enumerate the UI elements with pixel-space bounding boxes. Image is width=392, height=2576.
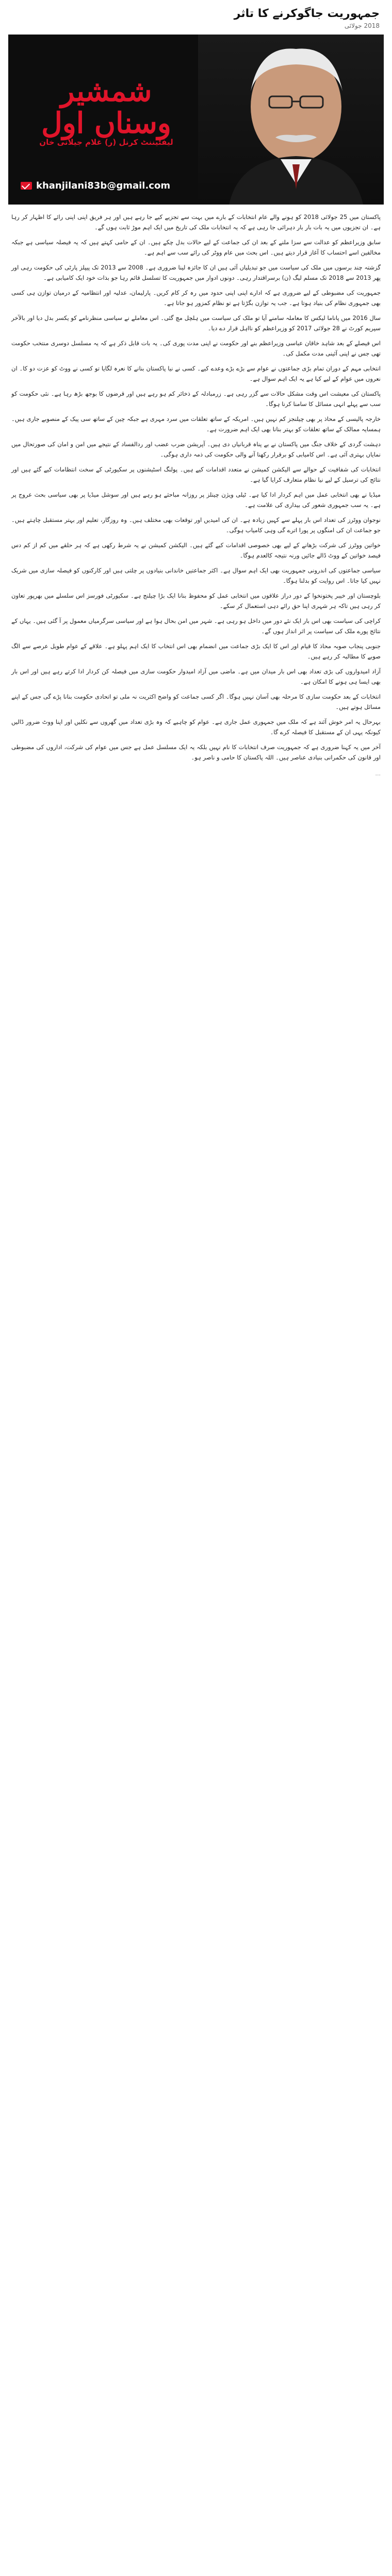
article-paragraph: آخر میں یہ کہنا ضروری ہے کہ جمہوریت صرف انتخابات کا نام نہیں بلکہ یہ ایک مسلسل عمل ہے جس میں عوام کی شرکت، اداروں کی مضبوطی اور قانون کی حکمرانی بنیادی عناصر ہیں۔ اللہ پاکستان کا حامی و ناصر ہو۔ [11, 743, 381, 761]
article-paragraph: انتخابات کے بعد حکومت سازی کا مرحلہ بھی آسان نہیں ہوگا۔ اگر کسی جماعت کو واضح اکثریت نہ ملی تو اتحادی حکومت بنانا پڑے گی جس کے اپنے مسائل ہوتے ہیں۔ [11, 693, 381, 710]
article-paragraph: خواتین ووٹرز کی شرکت بڑھانے کے لیے بھی خصوصی اقدامات کیے گئے ہیں۔ الیکشن کمیشن نے یہ شرط رکھی ہے کہ ہر حلقے میں کم از کم دس فیصد خواتین کے ووٹ ڈالے جائیں ورنہ نتیجہ کالعدم ہوگا۔ [11, 541, 381, 559]
article-paragraph: گزشتہ چند برسوں میں ملک کی سیاست میں جو تبدیلیاں آئی ہیں ان کا جائزہ لینا ضروری ہے۔ 2008 سے 2013 تک پیپلز پارٹی کی حکومت رہی اور پھر 2013 سے 2018 تک مسلم لیگ (ن) برسراقتدار رہی۔ دونوں ادوار میں جمہوریت کا تسلسل قائم رہا جو بذات خود ایک کامیابی ہے۔ [11, 264, 381, 281]
email-icon [21, 182, 32, 190]
author-name: لیفٹیننٹ کرنل (ر) غلام جیلانی خان [39, 138, 173, 147]
column-title: شمشیر وسناں اول [41, 74, 171, 140]
author-email[interactable]: khanjilani83b@gmail.com [36, 180, 171, 191]
article-paragraph: میڈیا نے بھی انتخابی عمل میں اہم کردار ادا کیا ہے۔ ٹیلی ویژن چینلز پر روزانہ مباحثے ہو رہے ہیں اور سوشل میڈیا پر بھی سیاسی بحث عروج پر ہے۔ یہ سب جمہوری شعور کی بیداری کی علامت ہے۔ [11, 491, 381, 509]
article-footer: ... [375, 770, 381, 777]
article-paragraph: دہشت گردی کے خلاف جنگ میں پاکستان نے بے پناہ قربانیاں دی ہیں۔ آپریشن ضرب عضب اور ردالفساد کے نتیجے میں امن و امان کی صورتحال میں نمایاں بہتری آئی ہے۔ اس کامیابی کو برقرار رکھنا آنے والی حکومت کی ذمہ داری ہوگی۔ [11, 440, 381, 458]
article-paragraph: انتخابی مہم کے دوران تمام بڑی جماعتوں نے عوام سے بڑے بڑے وعدے کیے۔ کسی نے نیا پاکستان بنانے کا نعرہ لگایا تو کسی نے ووٹ کو عزت دو کا۔ ان نعروں میں عوام کے لیے کیا ہے یہ ایک اہم سوال ہے۔ [11, 365, 381, 382]
article-paragraph: پاکستان کی معیشت اس وقت مشکل حالات سے گزر رہی ہے۔ زرمبادلہ کے ذخائر کم ہو رہے ہیں اور قرضوں کا بوجھ بڑھ رہا ہے۔ نئی حکومت کو سب سے پہلے انہی مسائل کا سامنا کرنا ہوگا۔ [11, 390, 381, 408]
article-paragraph: سابق وزیراعظم کو عدالت سے سزا ملنے کے بعد ان کی جماعت کے لیے حالات بدل چکے ہیں۔ ان کے حامی کہتے ہیں کہ یہ فیصلہ سیاسی ہے جبکہ مخالفین اسے احتساب کا آغاز قرار دیتے ہیں۔ اس بحث میں عام ووٹر کی رائے سب سے اہم ہے۔ [11, 239, 381, 256]
article-paragraph: نوجوان ووٹرز کی تعداد اس بار پہلے سے کہیں زیادہ ہے۔ ان کی امیدیں اور توقعات بھی مختلف ہیں۔ وہ روزگار، تعلیم اور بہتر مستقبل چاہتے ہیں۔ جو جماعت ان کی امنگوں پر پورا اترے گی وہی کامیاب ہوگی۔ [11, 516, 381, 534]
author-photo [198, 35, 384, 205]
article-paragraph: اس فیصلے کے بعد شاہد خاقان عباسی وزیراعظم بنے اور حکومت نے اپنی مدت پوری کی۔ یہ بات قابل ذکر ہے کہ یہ مسلسل دوسری منتخب حکومت تھی جس نے اپنی آئینی مدت مکمل کی۔ [11, 340, 381, 357]
article-paragraph: پاکستان میں 25 جولائی 2018 کو ہونے والے عام انتخابات کے بارے میں بہت سے تجزیے کیے جا رہے ہیں اور ہر فریق اپنی اپنی رائے کا اظہار کر رہا ہے۔ ان تجزیوں میں یہ بات بار بار دہرائی جا رہی ہے کہ یہ انتخابات ملک کی تاریخ میں ایک اہم موڑ ثابت ہوں گے۔ [11, 213, 381, 231]
article-paragraph: بلوچستان اور خیبر پختونخوا کے دور دراز علاقوں میں انتخابی عمل کو محفوظ بنانا ایک بڑا چیلنج ہے۔ سکیورٹی فورسز اس سلسلے میں بھرپور تعاون کر رہی ہیں تاکہ ہر شہری اپنا حق رائے دہی استعمال کر سکے۔ [11, 592, 381, 609]
article-date: 2018 جولائی [344, 22, 380, 29]
article-paragraph: آزاد امیدواروں کی بڑی تعداد بھی اس بار میدان میں ہے۔ ماضی میں آزاد امیدوار حکومت سازی میں فیصلہ کن کردار ادا کرتے رہے ہیں اور اس بار بھی ایسا ہی ہونے کا امکان ہے۔ [11, 668, 381, 685]
article-body [0, 205, 392, 762]
article-paragraph: بہرحال یہ امر خوش آئند ہے کہ ملک میں جمہوری عمل جاری ہے۔ عوام کو چاہیے کہ وہ بڑی تعداد میں گھروں سے نکلیں اور اپنا ووٹ ضرور ڈالیں کیونکہ یہی ان کے مستقبل کا فیصلہ کرے گا۔ [11, 718, 381, 736]
author-portrait-icon [198, 35, 384, 205]
article-paragraph: جنوبی پنجاب صوبہ محاذ کا قیام اور اس کا ایک بڑی جماعت میں انضمام بھی اس انتخاب کا ایک اہم پہلو ہے۔ علاقے کے عوام طویل عرصے سے الگ صوبے کا مطالبہ کر رہے ہیں۔ [11, 642, 381, 660]
article-paragraph: خارجہ پالیسی کے محاذ پر بھی چیلنجز کم نہیں ہیں۔ امریکہ کے ساتھ تعلقات میں سرد مہری ہے جبکہ چین کے ساتھ سی پیک کے منصوبے جاری ہیں۔ ہمسایہ ممالک کے ساتھ تعلقات کو بہتر بنانا بھی ایک اہم ضرورت ہے۔ [11, 415, 381, 433]
article-paragraph: سال 2016 میں پاناما لیکس کا معاملہ سامنے آیا تو ملک کی سیاست میں ہلچل مچ گئی۔ اس معاملے نے سیاسی منظرنامے کو یکسر بدل دیا اور بالآخر سپریم کورٹ نے 28 جولائی 2017 کو وزیراعظم کو نااہل قرار دے دیا۔ [11, 314, 381, 332]
article-paragraph: سیاسی جماعتوں کی اندرونی جمہوریت بھی ایک اہم سوال ہے۔ اکثر جماعتیں خاندانی بنیادوں پر چلتی ہیں اور کارکنوں کو فیصلہ سازی میں شریک نہیں کیا جاتا۔ اس روایت کو بدلنا ہوگا۔ [11, 567, 381, 584]
column-banner [8, 35, 384, 205]
article-headline: جمہوریت جاگوکرنے کا تاثر [234, 7, 380, 20]
article-paragraph: کراچی کی سیاست بھی اس بار ایک نئے دور میں داخل ہو رہی ہے۔ شہر میں امن بحال ہوا ہے اور سیاسی سرگرمیاں معمول پر آ گئی ہیں۔ یہاں کے نتائج پورے ملک کی سیاست پر اثر انداز ہوں گے۔ [11, 617, 381, 635]
article-paragraph: جمہوریت کی مضبوطی کے لیے ضروری ہے کہ ادارے اپنی اپنی حدود میں رہ کر کام کریں۔ پارلیمان، عدلیہ اور انتظامیہ کے درمیان توازن ہی کسی بھی جمہوری نظام کی بنیاد ہوتا ہے۔ جب یہ توازن بگڑتا ہے تو نظام کمزور ہو جاتا ہے۔ [11, 289, 381, 307]
article-paragraph: انتخابات کی شفافیت کے حوالے سے الیکشن کمیشن نے متعدد اقدامات کیے ہیں۔ پولنگ اسٹیشنوں پر سکیورٹی کے سخت انتظامات کیے گئے ہیں اور نتائج کی ترسیل کے لیے نیا نظام متعارف کرایا گیا ہے۔ [11, 466, 381, 483]
author-email-row[interactable] [21, 180, 170, 191]
